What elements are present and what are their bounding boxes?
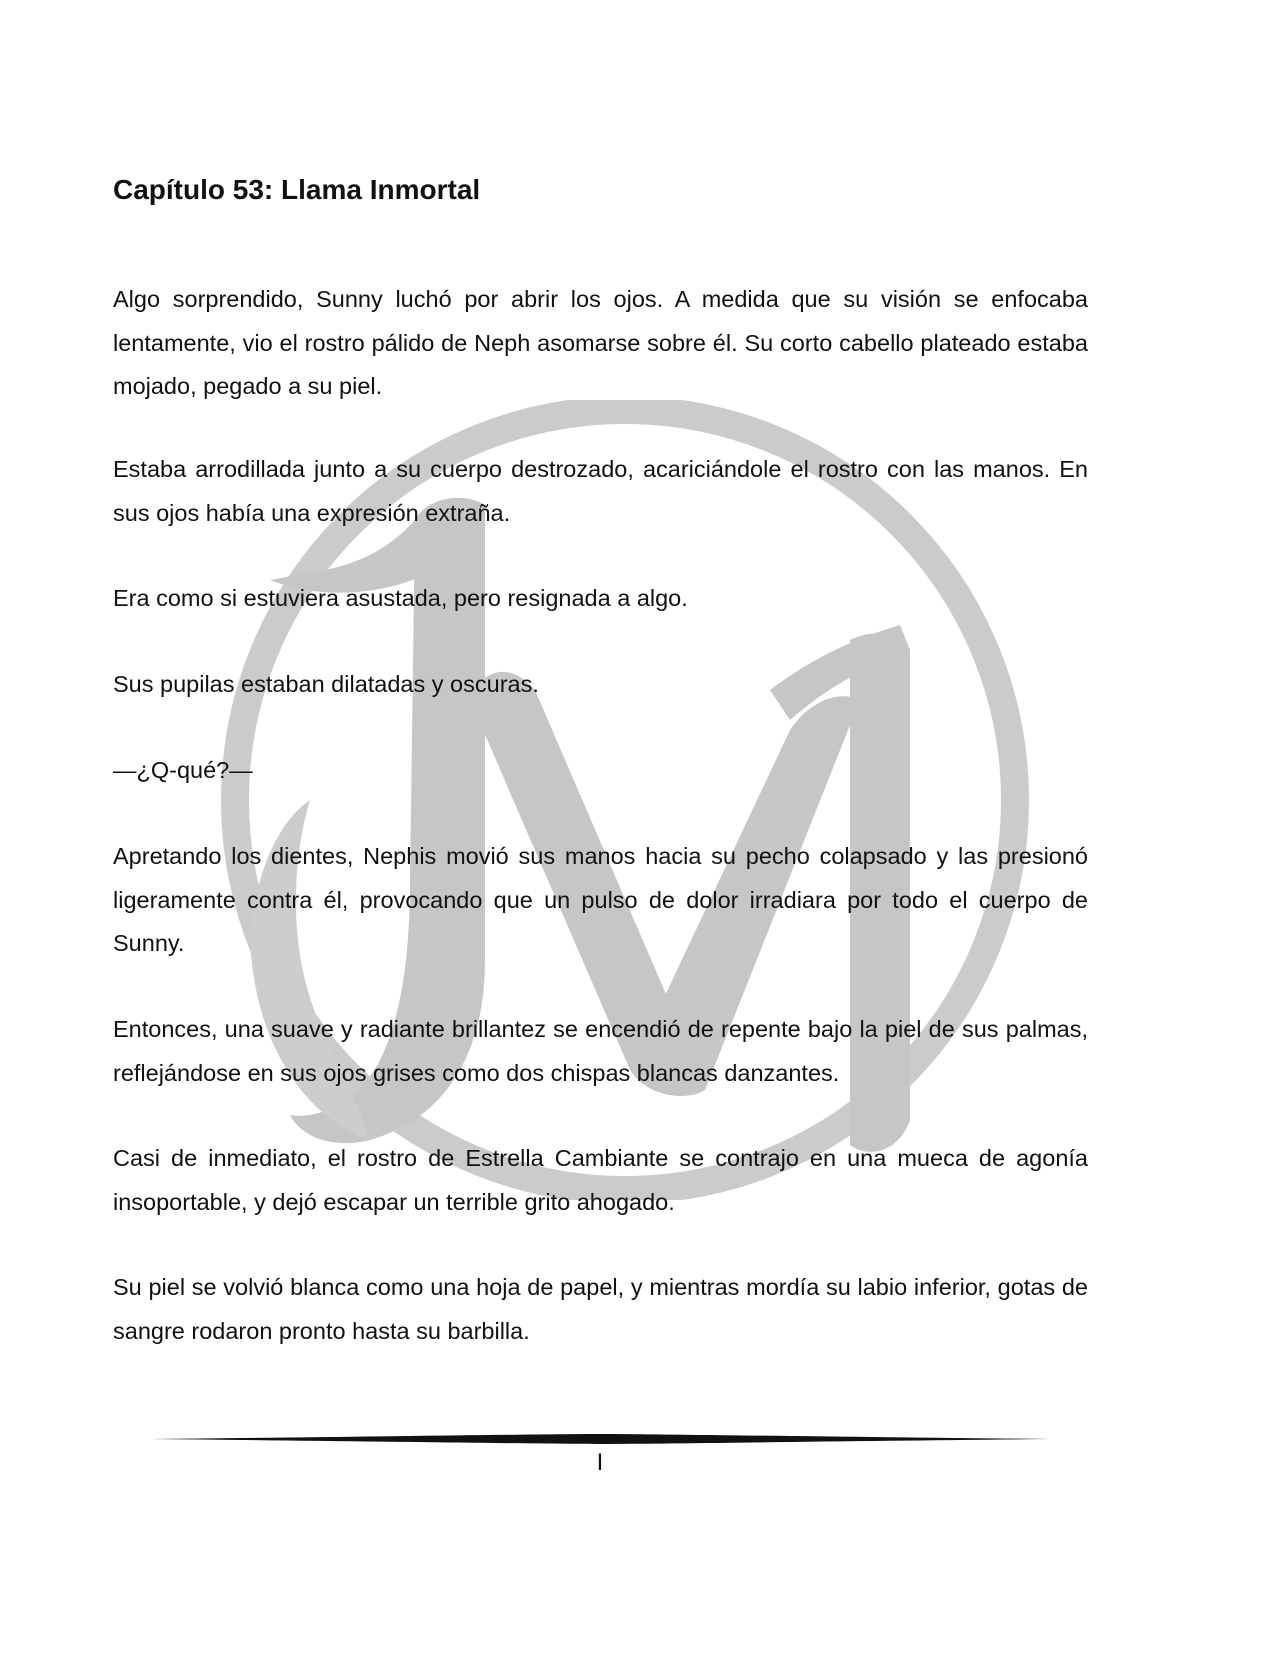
chapter-title: Capítulo 53: Llama Inmortal bbox=[113, 174, 481, 205]
paragraph: Era como si estuviera asustada, pero resignada a algo. bbox=[113, 585, 688, 611]
paragraph: Algo sorprendido, Sunny luchó por abrir los ojos. A medida que su visión se enfocaba lentamente, vio el rostro pálido de Neph asomarse sobre él. Su corto cabello plateado estaba mojado, pegado a su piel. bbox=[113, 286, 1088, 399]
paragraph: Estaba arrodillada junto a su cuerpo destrozado, acariciándole el rostro con las manos. En sus ojos había una expresión extraña. bbox=[113, 456, 1088, 526]
footer-divider bbox=[150, 1432, 1050, 1446]
paragraph: Apretando los dientes, Nephis movió sus manos hacia su pecho colapsado y las presionó ligeramente contra él, provocando que un pulso de dolor irradiara por todo el cuerpo de Sunny. bbox=[113, 843, 1088, 956]
paragraph: Entonces, una suave y radiante brillantez se encendió de repente bajo la piel de sus palmas, reflejándose en sus ojos grises como dos chispas blancas danzantes. bbox=[113, 1016, 1088, 1086]
paragraph: Su piel se volvió blanca como una hoja de papel, y mientras mordía su labio inferior, gotas de sangre rodaron pronto hasta su barbilla. bbox=[113, 1274, 1088, 1344]
paragraph: —¿Q-qué?— bbox=[113, 757, 253, 783]
paragraph: Sus pupilas estaban dilatadas y oscuras. bbox=[113, 671, 539, 697]
page-number: I bbox=[596, 1449, 604, 1476]
paragraph: Casi de inmediato, el rostro de Estrella Cambiante se contrajo en una mueca de agonía insoportable, y dejó escapar un terrible grito ahogado. bbox=[113, 1145, 1088, 1215]
